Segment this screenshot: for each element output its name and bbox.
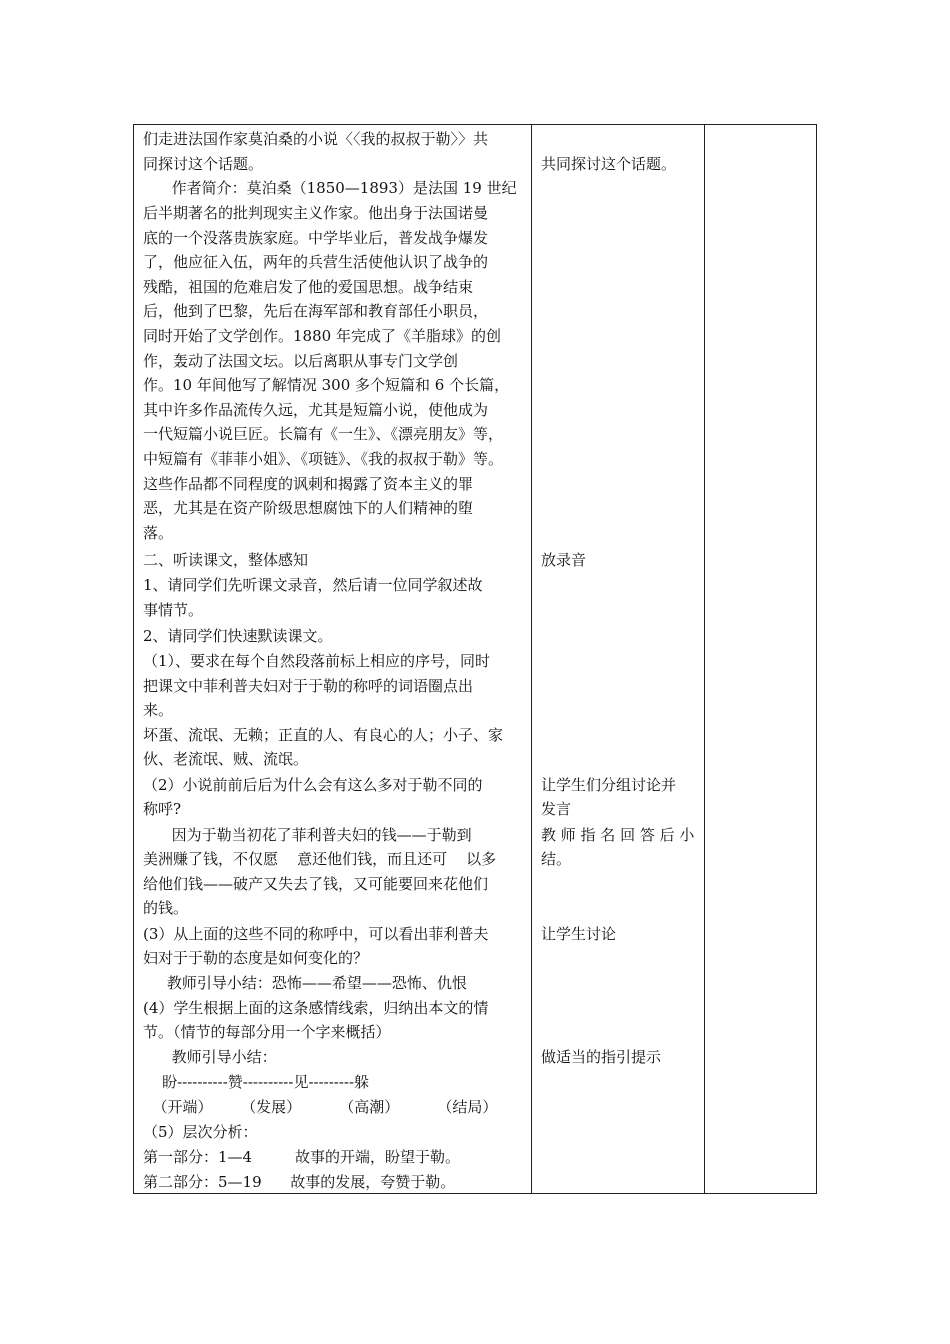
activity-note: 共同探讨这个话题。 bbox=[541, 155, 677, 173]
content-line: 来。 bbox=[143, 701, 174, 719]
plot-stage-labels: （开端） （发展） （高潮） （结局） bbox=[143, 1098, 498, 1116]
content-line: （5）层次分析： bbox=[143, 1123, 258, 1141]
content-line: （2）小说前前后后为什么会有这么多对于勒不同的 bbox=[143, 776, 483, 794]
activity-note: 教 师 指 名 回 答 后 小 bbox=[541, 826, 695, 844]
content-line: (3）从上面的这些不同的称呼中，可以看出菲利普夫 bbox=[143, 925, 489, 943]
activity-note: 发言 bbox=[541, 800, 572, 818]
column-divider bbox=[531, 125, 532, 1193]
activity-note: 让学生讨论 bbox=[541, 925, 617, 943]
content-line: 同探讨这个话题。 bbox=[143, 155, 264, 173]
content-line: 作，轰动了法国文坛。以后离职从事专门文学创 bbox=[143, 352, 459, 370]
content-line: 了，他应征入伍，两年的兵营生活使他认识了战争的 bbox=[143, 253, 489, 271]
activity-note: 做适当的指引提示 bbox=[541, 1048, 662, 1066]
content-line: 恶，尤其是在资产阶级思想腐蚀下的人们精神的堕 bbox=[143, 499, 474, 517]
content-line: 美洲赚了钱，不仅愿 意还他们钱，而且还可 以多 bbox=[143, 850, 497, 868]
content-line: 因为于勒当初花了菲利普夫妇的钱——于勒到 bbox=[143, 826, 472, 844]
content-line: 作。10 年间他写了解情况 300 多个短篇和 6 个长篇， bbox=[143, 376, 510, 394]
content-line: 作者简介：莫泊桑（1850—1893）是法国 19 世纪 bbox=[143, 179, 517, 197]
content-line: 一代短篇小说巨匠。长篇有《一生》、《漂亮朋友》等， bbox=[143, 425, 504, 443]
content-line: 同时开始了文学创作。1880 年完成了《羊脂球》的创 bbox=[143, 327, 501, 345]
content-line: 后，他到了巴黎，先后在海军部和教育部任小职员， bbox=[143, 302, 489, 320]
content-line: 残酷，祖国的危难启发了他的爱国思想。战争结束 bbox=[143, 278, 474, 296]
lesson-plan-table bbox=[133, 124, 817, 1194]
content-line: 事情节。 bbox=[143, 601, 204, 619]
content-line: （1）、要求在每个自然段落前标上相应的序号，同时 bbox=[143, 652, 491, 670]
section-heading: 二、听读课文，整体感知 bbox=[143, 551, 309, 569]
content-line: 妇对于于勒的态度是如何变化的？ bbox=[143, 949, 369, 967]
content-line: 给他们钱——破产又失去了钱，又可能要回来花他们 bbox=[143, 875, 489, 893]
column-divider bbox=[704, 125, 705, 1193]
content-line: 2、请同学们快速默读课文。 bbox=[143, 627, 333, 645]
content-line: 伙、老流氓、贼、流氓。 bbox=[143, 750, 309, 768]
activity-note: 放录音 bbox=[541, 551, 587, 569]
content-line: 第一部分：1—4 故事的开端，盼望于勒。 bbox=[143, 1148, 461, 1166]
content-line: 底的一个没落贵族家庭。中学毕业后，普发战争爆发 bbox=[143, 229, 489, 247]
content-line: 称呼? bbox=[143, 800, 182, 818]
content-line: 其中许多作品流传久远，尤其是短篇小说，使他成为 bbox=[143, 401, 489, 419]
content-line: 第二部分：5—19 故事的发展，夸赞于勒。 bbox=[143, 1173, 456, 1191]
content-line: 的钱。 bbox=[143, 899, 189, 917]
content-line: 把课文中菲利普夫妇对于于勒的称呼的词语圈点出 bbox=[143, 677, 474, 695]
content-line: 们走进法国作家莫泊桑的小说〈〈我的叔叔于勒〉〉共 bbox=[143, 130, 489, 148]
content-line: 落。 bbox=[143, 524, 174, 542]
content-line: 1、请同学们先听课文录音，然后请一位同学叙述故 bbox=[143, 576, 483, 594]
plot-sequence: 盼----------赞----------见---------躲 bbox=[143, 1073, 370, 1091]
content-line: 这些作品都不同程度的讽刺和揭露了资本主义的罪 bbox=[143, 475, 474, 493]
content-line: 教师引导小结：恐怖——希望——恐怖、仇恨 bbox=[143, 974, 467, 992]
activity-note: 结。 bbox=[541, 850, 572, 868]
content-line: 后半期著名的批判现实主义作家。他出身于法国诺曼 bbox=[143, 204, 489, 222]
activity-note: 让学生们分组讨论并 bbox=[541, 776, 677, 794]
content-line: (4）学生根据上面的这条感情线索，归纳出本文的情 bbox=[143, 999, 489, 1017]
content-line: 教师引导小结： bbox=[143, 1048, 277, 1066]
content-line: 中短篇有《菲菲小姐》、《项链》、《我的叔叔于勒》等。 bbox=[143, 450, 504, 468]
content-line: 节。（情节的每部分用一个字来概括） bbox=[143, 1023, 391, 1041]
content-line: 坏蛋、流氓、无赖；正直的人、有良心的人；小子、家 bbox=[143, 726, 504, 744]
